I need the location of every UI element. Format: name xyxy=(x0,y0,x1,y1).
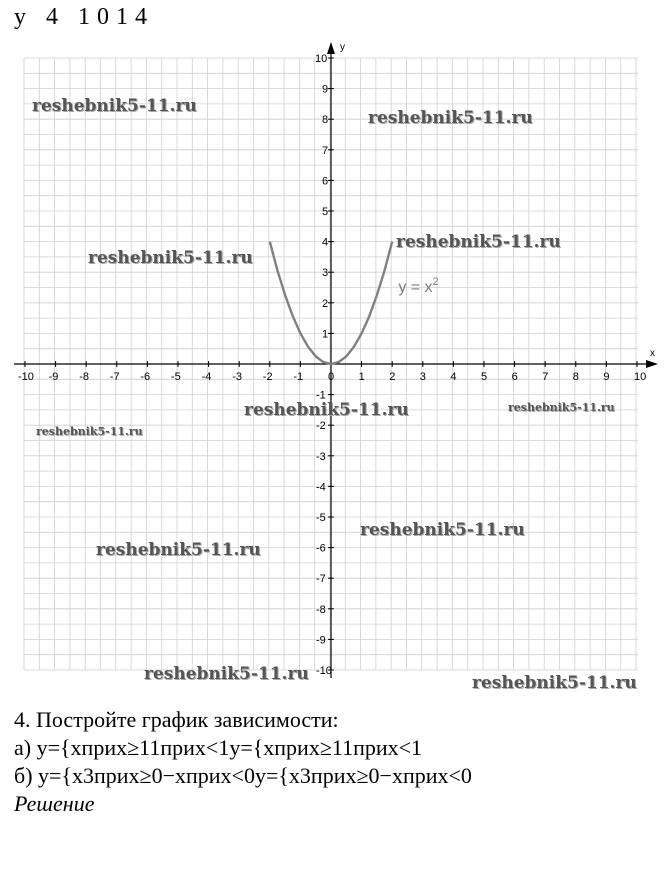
y-tick-label: 3 xyxy=(322,267,329,280)
x-tick-label: 7 xyxy=(542,371,549,383)
y-tick-label: -8 xyxy=(316,603,326,616)
coordinate-plane-chart xyxy=(0,34,670,698)
x-tick-label: -9 xyxy=(48,371,59,383)
x-tick-label: -10 xyxy=(18,371,34,383)
y-tick-label: -5 xyxy=(316,512,326,524)
x-tick-label: -2 xyxy=(262,371,273,383)
watermark: reshebnik5-11.ru xyxy=(32,96,197,116)
y-tick-label: 6 xyxy=(322,175,329,188)
x-tick-label: -3 xyxy=(232,371,242,383)
x-tick-label: 9 xyxy=(603,371,610,383)
x-tick-label: 6 xyxy=(511,371,518,383)
x-tick-label: -6 xyxy=(140,371,151,383)
solution-heading: Решение xyxy=(14,791,95,816)
axes xyxy=(14,42,658,678)
y-tick-label: 9 xyxy=(322,83,329,96)
task-part-b: б) y={x3прих≥0−xприх<0y={x3прих≥0−xприх<0 xyxy=(14,763,472,788)
y-tick-label: 10 xyxy=(315,53,328,65)
y-axis-label: y xyxy=(340,42,345,53)
x-tick-label: 8 xyxy=(572,371,579,383)
x-tick-label: 1 xyxy=(358,371,365,383)
y-tick-label: 4 xyxy=(322,236,329,249)
x-tick-label: 5 xyxy=(481,371,488,383)
x-tick-label: 0 xyxy=(328,371,335,383)
curve-label: $y = x^2$ xyxy=(398,276,439,297)
y-tick-label: 5 xyxy=(322,206,329,218)
watermark: reshebnik5-11.ru xyxy=(96,540,261,560)
watermark: reshebnik5-11.ru xyxy=(36,425,143,438)
x-axis-label: x xyxy=(650,348,655,359)
x-tick-label: 2 xyxy=(389,371,396,383)
x-axis-arrow xyxy=(646,360,658,368)
x-tick-label: 10 xyxy=(634,371,647,383)
x-tick-label: -4 xyxy=(201,371,212,383)
y-tick-label: -6 xyxy=(316,542,326,555)
watermark: reshebnik5-11.ru xyxy=(88,248,253,268)
y-tick-label: 1 xyxy=(322,328,329,341)
watermark: reshebnik5-11.ru xyxy=(508,401,615,414)
task-text xyxy=(14,706,664,818)
y-tick-label: -9 xyxy=(316,634,326,647)
watermark: reshebnik5-11.ru xyxy=(472,673,637,693)
x-tick-label: -5 xyxy=(171,371,181,383)
y-tick-label: -10 xyxy=(316,665,332,677)
watermark: reshebnik5-11.ru xyxy=(144,664,309,684)
y-tick-label: -3 xyxy=(316,450,326,463)
task-title: 4. Постройте график зависимости: xyxy=(14,707,339,732)
x-tick-label: 3 xyxy=(419,371,426,383)
x-tick-label: -7 xyxy=(109,371,120,383)
task-part-a: а) y={xприх≥11прих<1y={xприх≥11прих<1 xyxy=(14,735,423,760)
watermark: reshebnik5-11.ru xyxy=(368,108,533,128)
x-tick-label: -8 xyxy=(79,371,89,383)
y-tick-label: 2 xyxy=(322,297,329,310)
tick-labels xyxy=(18,53,646,677)
watermark: reshebnik5-11.ru xyxy=(244,400,409,420)
y-tick-label: -4 xyxy=(316,481,326,494)
y-tick-label: -2 xyxy=(316,420,326,433)
y-tick-label: 8 xyxy=(322,114,329,127)
y-tick-label: -1 xyxy=(316,389,326,402)
y-tick-label: 7 xyxy=(322,144,329,157)
watermark: reshebnik5-11.ru xyxy=(396,232,561,252)
y-tick-label: -7 xyxy=(316,573,326,586)
x-tick-label: -1 xyxy=(293,371,304,383)
y-axis-arrow xyxy=(327,42,335,54)
x-tick-label: 4 xyxy=(450,371,457,383)
page-header: y 4 1014 xyxy=(14,4,154,30)
watermark: reshebnik5-11.ru xyxy=(360,520,525,540)
